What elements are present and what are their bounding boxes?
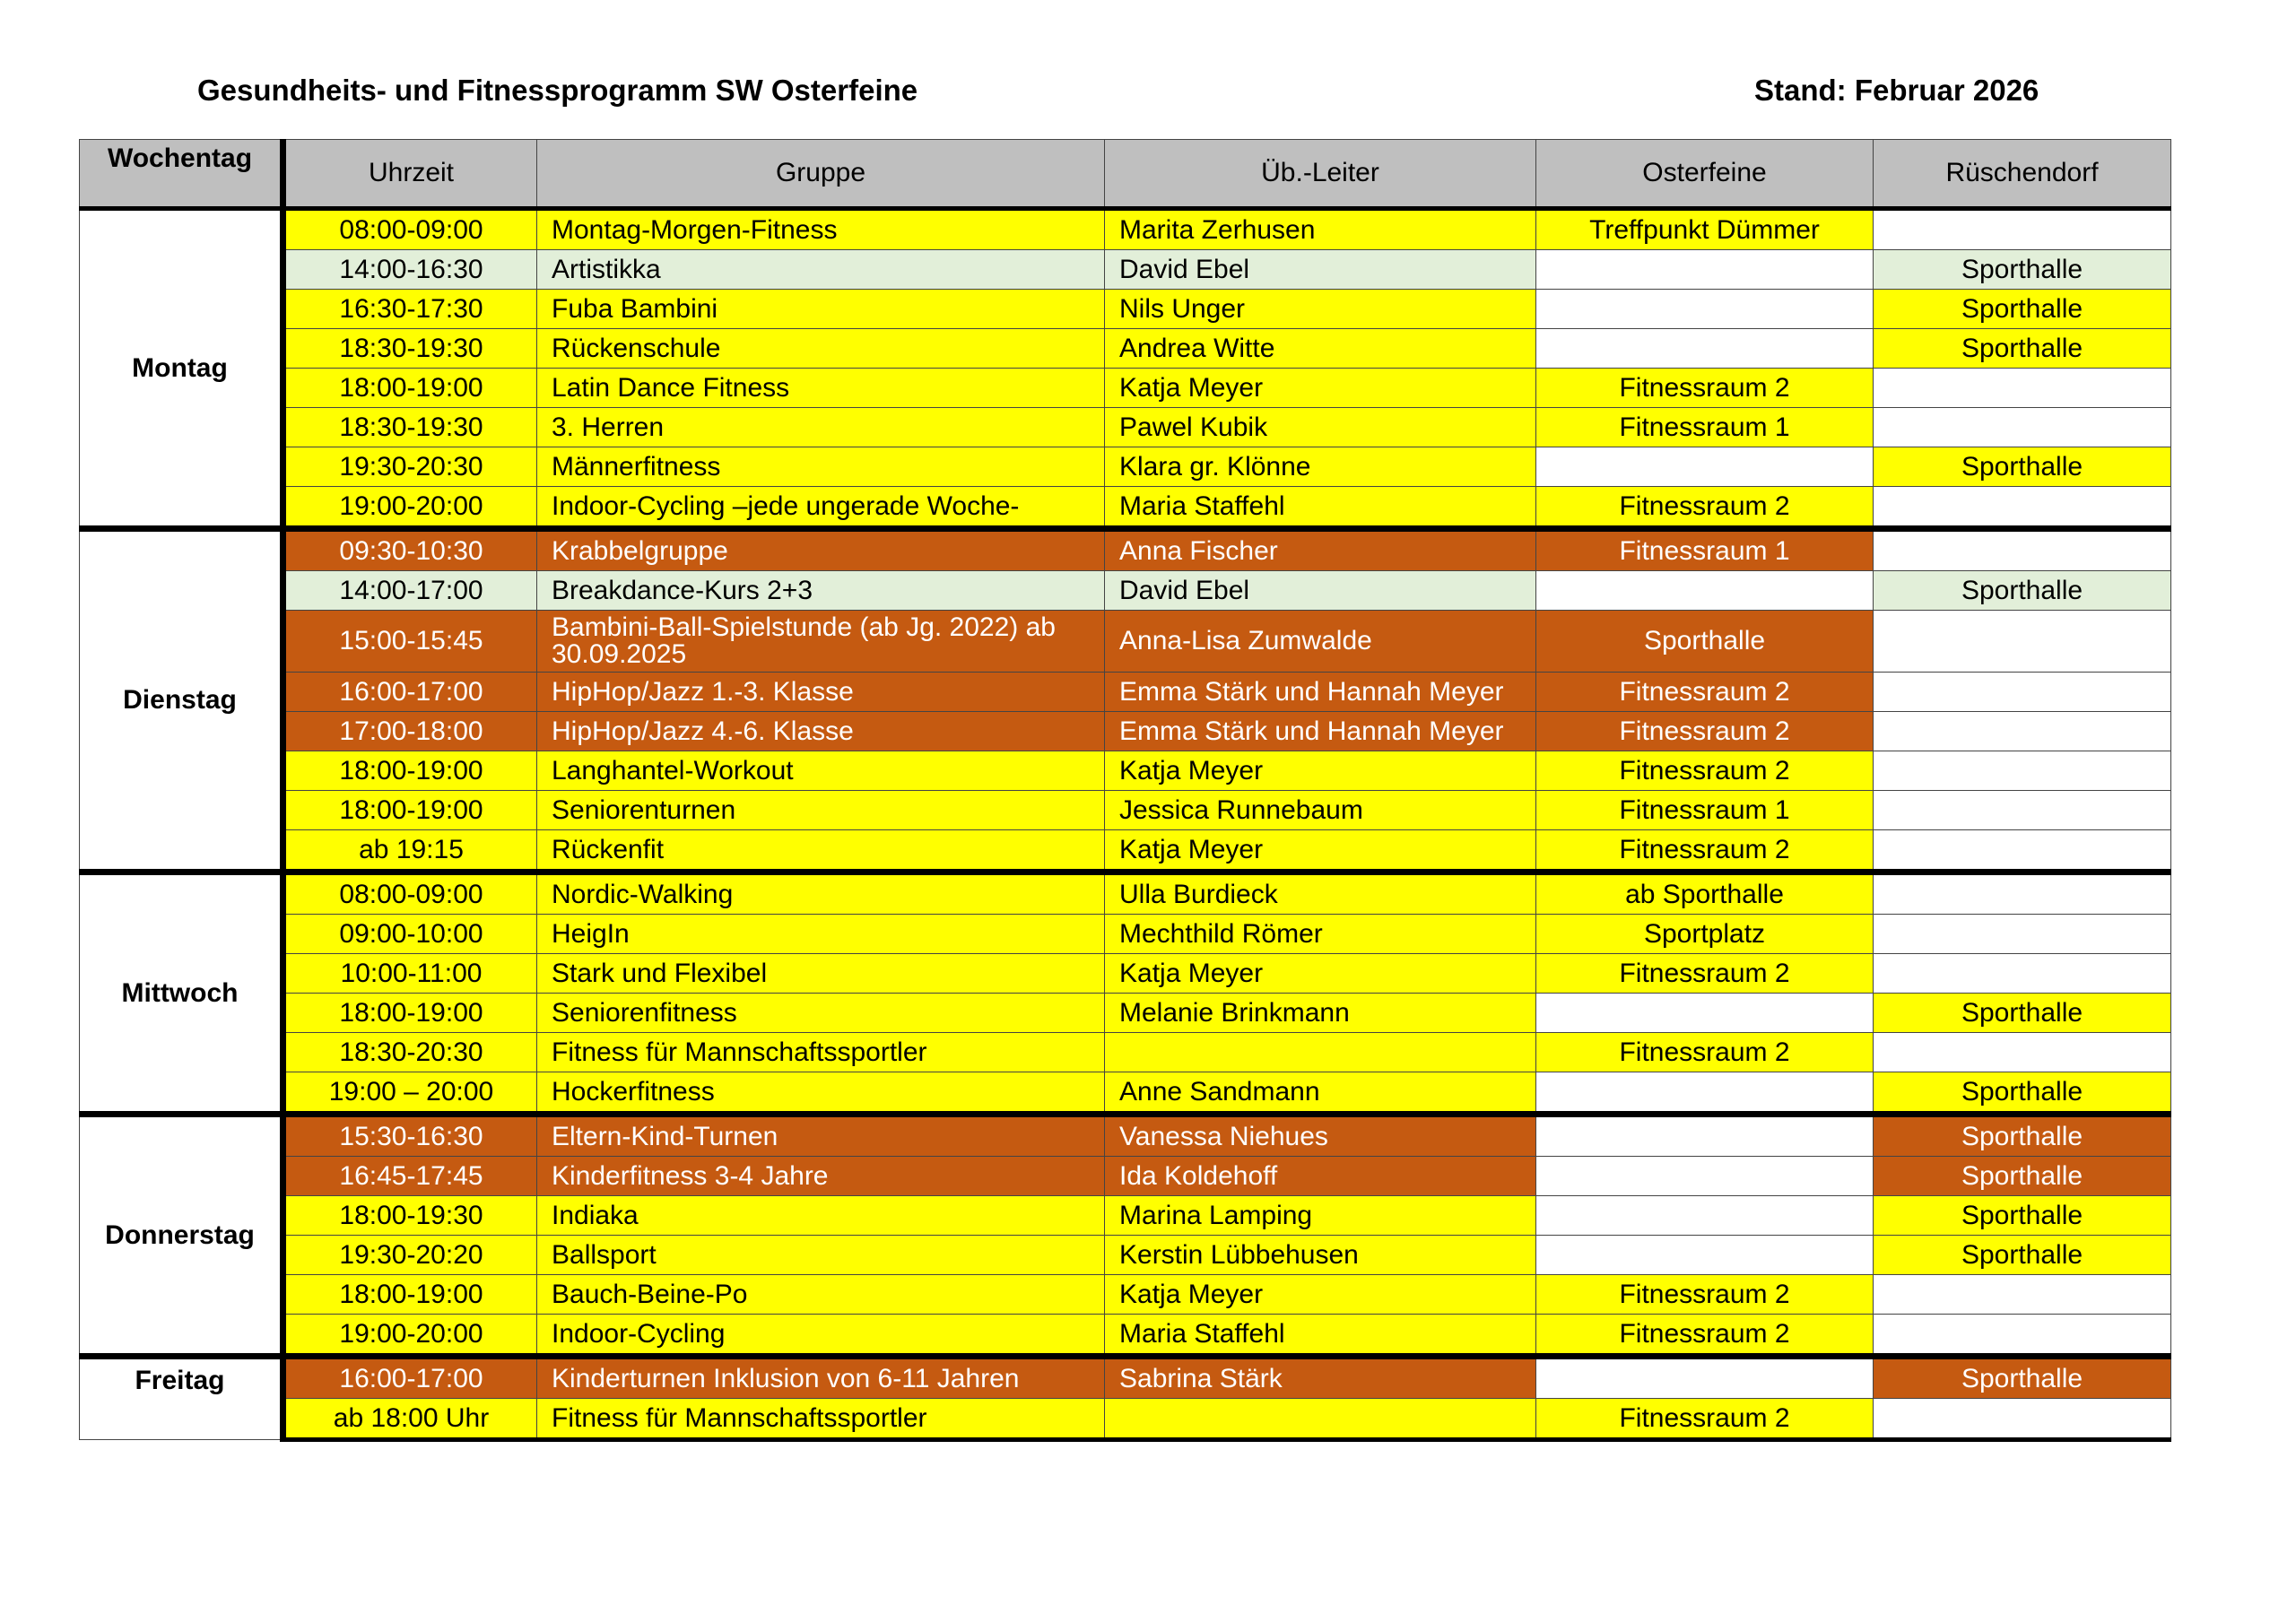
rueschendorf-cell: Sporthalle (1874, 250, 2171, 290)
rueschendorf-cell (1874, 1399, 2171, 1440)
leader-cell: Katja Meyer (1105, 751, 1536, 791)
table-row (80, 1357, 2171, 1399)
group-cell: Kinderfitness 3-4 Jahre (537, 1157, 1105, 1196)
osterfeine-cell: Fitnessraum 2 (1536, 1315, 1874, 1357)
schedule-table (79, 139, 2171, 1442)
time-cell: 18:30-19:30 (283, 408, 537, 447)
osterfeine-cell (1536, 1196, 1874, 1236)
leader-cell: Emma Stärk und Hannah Meyer (1105, 712, 1536, 751)
group-cell: Kinderturnen Inklusion von 6-11 Jahren (537, 1357, 1105, 1399)
leader-cell: Nils Unger (1105, 290, 1536, 329)
weekday-cell: Donnerstag (80, 1115, 283, 1357)
osterfeine-cell: Fitnessraum 2 (1536, 830, 1874, 872)
rueschendorf-cell (1874, 1033, 2171, 1072)
time-cell: 19:30-20:20 (283, 1236, 537, 1275)
rueschendorf-cell: Sporthalle (1874, 1357, 2171, 1399)
time-cell: 18:00-19:00 (283, 791, 537, 830)
rueschendorf-cell (1874, 1275, 2171, 1315)
leader-cell: Mechthild Römer (1105, 915, 1536, 954)
osterfeine-cell (1536, 1357, 1874, 1399)
leader-cell: Katja Meyer (1105, 954, 1536, 994)
table-row (80, 209, 2171, 250)
time-cell: 09:00-10:00 (283, 915, 537, 954)
table-row (80, 830, 2171, 872)
osterfeine-cell: ab Sporthalle (1536, 872, 1874, 915)
rueschendorf-cell (1874, 673, 2171, 712)
time-cell: 14:00-17:00 (283, 571, 537, 611)
leader-cell (1105, 1399, 1536, 1440)
group-cell: Bambini-Ball-Spielstunde (ab Jg. 2022) ab 30.09.2025 (537, 611, 1105, 673)
table-row (80, 290, 2171, 329)
osterfeine-cell: Fitnessraum 2 (1536, 954, 1874, 994)
group-cell: Fitness für Mannschaftssportler (537, 1399, 1105, 1440)
rueschendorf-cell (1874, 369, 2171, 408)
group-cell: Seniorenturnen (537, 791, 1105, 830)
leader-cell: Anna-Lisa Zumwalde (1105, 611, 1536, 673)
osterfeine-cell: Fitnessraum 1 (1536, 791, 1874, 830)
group-cell: Krabbelgruppe (537, 529, 1105, 571)
time-cell: 16:30-17:30 (283, 290, 537, 329)
leader-cell: Ida Koldehoff (1105, 1157, 1536, 1196)
time-cell: 15:00-15:45 (283, 611, 537, 673)
time-cell: 08:00-09:00 (283, 209, 537, 250)
table-row (80, 571, 2171, 611)
osterfeine-cell (1536, 1115, 1874, 1157)
leader-cell: David Ebel (1105, 571, 1536, 611)
time-cell: 19:00 – 20:00 (283, 1072, 537, 1115)
osterfeine-cell: Treffpunkt Dümmer (1536, 209, 1874, 250)
group-cell: HipHop/Jazz 1.-3. Klasse (537, 673, 1105, 712)
group-cell: Eltern-Kind-Turnen (537, 1115, 1105, 1157)
group-cell: Indoor-Cycling (537, 1315, 1105, 1357)
page-title: Gesundheits- und Fitnessprogramm SW Osterfeine (197, 74, 918, 107)
leader-cell: Katja Meyer (1105, 369, 1536, 408)
day-group-dienstag (80, 529, 2171, 872)
osterfeine-cell (1536, 290, 1874, 329)
rueschendorf-cell (1874, 611, 2171, 673)
day-group-donnerstag (80, 1115, 2171, 1357)
osterfeine-cell (1536, 571, 1874, 611)
time-cell: ab 19:15 (283, 830, 537, 872)
osterfeine-cell: Fitnessraum 2 (1536, 487, 1874, 529)
leader-cell: Anna Fischer (1105, 529, 1536, 571)
group-cell: Seniorenfitness (537, 994, 1105, 1033)
table-row (80, 791, 2171, 830)
column-header-wochentag: Wochentag (80, 140, 283, 209)
group-cell: Fuba Bambini (537, 290, 1105, 329)
osterfeine-cell (1536, 1236, 1874, 1275)
rueschendorf-cell (1874, 872, 2171, 915)
table-row (80, 369, 2171, 408)
group-cell: Männerfitness (537, 447, 1105, 487)
column-header-uhrzeit: Uhrzeit (283, 140, 537, 209)
leader-cell: Marina Lamping (1105, 1196, 1536, 1236)
leader-cell: Melanie Brinkmann (1105, 994, 1536, 1033)
table-row (80, 529, 2171, 571)
leader-cell: Anne Sandmann (1105, 1072, 1536, 1115)
table-row (80, 1196, 2171, 1236)
group-cell: Langhantel-Workout (537, 751, 1105, 791)
time-cell: 18:00-19:00 (283, 751, 537, 791)
stand-date: Stand: Februar 2026 (1754, 74, 2039, 107)
rueschendorf-cell (1874, 209, 2171, 250)
osterfeine-cell (1536, 1157, 1874, 1196)
osterfeine-cell: Fitnessraum 1 (1536, 529, 1874, 571)
group-cell: Latin Dance Fitness (537, 369, 1105, 408)
group-cell: Montag-Morgen-Fitness (537, 209, 1105, 250)
time-cell: 19:00-20:00 (283, 1315, 537, 1357)
rueschendorf-cell (1874, 954, 2171, 994)
time-cell: 10:00-11:00 (283, 954, 537, 994)
table-row (80, 1399, 2171, 1440)
table-row (80, 673, 2171, 712)
group-cell: Indoor-Cycling –jede ungerade Woche- (537, 487, 1105, 529)
time-cell: 17:00-18:00 (283, 712, 537, 751)
time-cell: 16:00-17:00 (283, 673, 537, 712)
osterfeine-cell (1536, 447, 1874, 487)
leader-cell: Jessica Runnebaum (1105, 791, 1536, 830)
osterfeine-cell (1536, 994, 1874, 1033)
table-row (80, 408, 2171, 447)
time-cell: 16:45-17:45 (283, 1157, 537, 1196)
group-cell: Artistikka (537, 250, 1105, 290)
time-cell: ab 18:00 Uhr (283, 1399, 537, 1440)
rueschendorf-cell: Sporthalle (1874, 329, 2171, 369)
osterfeine-cell (1536, 1072, 1874, 1115)
weekday-cell: Dienstag (80, 529, 283, 872)
rueschendorf-cell: Sporthalle (1874, 1196, 2171, 1236)
leader-cell: Pawel Kubik (1105, 408, 1536, 447)
table-row (80, 954, 2171, 994)
rueschendorf-cell (1874, 529, 2171, 571)
osterfeine-cell: Fitnessraum 2 (1536, 751, 1874, 791)
table-row (80, 611, 2171, 673)
time-cell: 14:00-16:30 (283, 250, 537, 290)
table-row (80, 1072, 2171, 1115)
rueschendorf-cell (1874, 712, 2171, 751)
group-cell: HeigIn (537, 915, 1105, 954)
weekday-cell: Mittwoch (80, 872, 283, 1115)
group-cell: Bauch-Beine-Po (537, 1275, 1105, 1315)
leader-cell: Vanessa Niehues (1105, 1115, 1536, 1157)
column-header-leiter: Üb.-Leiter (1105, 140, 1536, 209)
column-header-rueschendorf: Rüschendorf (1874, 140, 2171, 209)
group-cell: Indiaka (537, 1196, 1105, 1236)
leader-cell: Klara gr. Klönne (1105, 447, 1536, 487)
rueschendorf-cell: Sporthalle (1874, 290, 2171, 329)
time-cell: 18:00-19:30 (283, 1196, 537, 1236)
table-row (80, 1275, 2171, 1315)
table-header (80, 140, 2171, 209)
rueschendorf-cell: Sporthalle (1874, 571, 2171, 611)
table-row (80, 250, 2171, 290)
time-cell: 09:30-10:30 (283, 529, 537, 571)
osterfeine-cell: Sportplatz (1536, 915, 1874, 954)
time-cell: 18:00-19:00 (283, 369, 537, 408)
rueschendorf-cell (1874, 915, 2171, 954)
table-row (80, 447, 2171, 487)
group-cell: Ballsport (537, 1236, 1105, 1275)
rueschendorf-cell: Sporthalle (1874, 1115, 2171, 1157)
osterfeine-cell: Fitnessraum 2 (1536, 1275, 1874, 1315)
osterfeine-cell (1536, 329, 1874, 369)
osterfeine-cell: Fitnessraum 2 (1536, 369, 1874, 408)
table-row (80, 712, 2171, 751)
leader-cell: Maria Staffehl (1105, 1315, 1536, 1357)
day-group-freitag (80, 1357, 2171, 1440)
time-cell: 16:00-17:00 (283, 1357, 537, 1399)
table-row (80, 329, 2171, 369)
leader-cell: Maria Staffehl (1105, 487, 1536, 529)
table-row (80, 915, 2171, 954)
rueschendorf-cell (1874, 751, 2171, 791)
day-group-mittwoch (80, 872, 2171, 1115)
weekday-cell: Montag (80, 209, 283, 529)
time-cell: 18:00-19:00 (283, 1275, 537, 1315)
rueschendorf-cell (1874, 791, 2171, 830)
leader-cell: Sabrina Stärk (1105, 1357, 1536, 1399)
weekday-cell: Freitag (80, 1357, 283, 1440)
time-cell: 19:00-20:00 (283, 487, 537, 529)
column-header-osterfeine: Osterfeine (1536, 140, 1874, 209)
table-row (80, 994, 2171, 1033)
time-cell: 18:00-19:00 (283, 994, 537, 1033)
rueschendorf-cell: Sporthalle (1874, 1236, 2171, 1275)
table-row (80, 487, 2171, 529)
rueschendorf-cell (1874, 830, 2171, 872)
osterfeine-cell: Fitnessraum 2 (1536, 712, 1874, 751)
osterfeine-cell: Sporthalle (1536, 611, 1874, 673)
group-cell: Rückenschule (537, 329, 1105, 369)
rueschendorf-cell: Sporthalle (1874, 1072, 2171, 1115)
column-header-gruppe: Gruppe (537, 140, 1105, 209)
osterfeine-cell: Fitnessraum 2 (1536, 1399, 1874, 1440)
group-cell: Stark und Flexibel (537, 954, 1105, 994)
table-row (80, 1315, 2171, 1357)
time-cell: 18:30-20:30 (283, 1033, 537, 1072)
rueschendorf-cell (1874, 1315, 2171, 1357)
osterfeine-cell: Fitnessraum 2 (1536, 1033, 1874, 1072)
table-row (80, 1115, 2171, 1157)
group-cell: HipHop/Jazz 4.-6. Klasse (537, 712, 1105, 751)
group-cell: Breakdance-Kurs 2+3 (537, 571, 1105, 611)
leader-cell: Kerstin Lübbehusen (1105, 1236, 1536, 1275)
rueschendorf-cell (1874, 487, 2171, 529)
table-row (80, 872, 2171, 915)
table-row (80, 1236, 2171, 1275)
leader-cell: Marita Zerhusen (1105, 209, 1536, 250)
day-group-montag (80, 209, 2171, 529)
osterfeine-cell (1536, 250, 1874, 290)
time-cell: 08:00-09:00 (283, 872, 537, 915)
table-row (80, 1033, 2171, 1072)
group-cell: Fitness für Mannschaftssportler (537, 1033, 1105, 1072)
time-cell: 19:30-20:30 (283, 447, 537, 487)
rueschendorf-cell: Sporthalle (1874, 1157, 2171, 1196)
table-row (80, 751, 2171, 791)
leader-cell: Andrea Witte (1105, 329, 1536, 369)
rueschendorf-cell: Sporthalle (1874, 994, 2171, 1033)
group-cell: Hockerfitness (537, 1072, 1105, 1115)
leader-cell: David Ebel (1105, 250, 1536, 290)
group-cell: 3. Herren (537, 408, 1105, 447)
leader-cell (1105, 1033, 1536, 1072)
leader-cell: Ulla Burdieck (1105, 872, 1536, 915)
osterfeine-cell: Fitnessraum 2 (1536, 673, 1874, 712)
rueschendorf-cell (1874, 408, 2171, 447)
leader-cell: Katja Meyer (1105, 1275, 1536, 1315)
osterfeine-cell: Fitnessraum 1 (1536, 408, 1874, 447)
rueschendorf-cell: Sporthalle (1874, 447, 2171, 487)
group-cell: Rückenfit (537, 830, 1105, 872)
leader-cell: Emma Stärk und Hannah Meyer (1105, 673, 1536, 712)
leader-cell: Katja Meyer (1105, 830, 1536, 872)
time-cell: 18:30-19:30 (283, 329, 537, 369)
group-cell: Nordic-Walking (537, 872, 1105, 915)
time-cell: 15:30-16:30 (283, 1115, 537, 1157)
table-row (80, 1157, 2171, 1196)
